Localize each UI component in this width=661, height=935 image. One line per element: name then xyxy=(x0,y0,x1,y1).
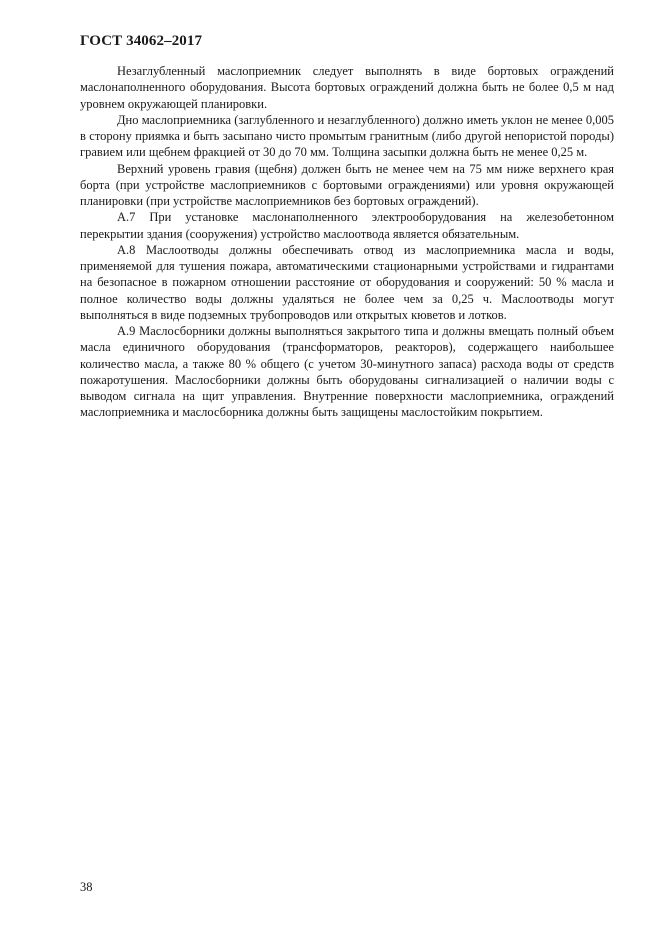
paragraph: Незаглубленный маслоприемник следует выполнять в виде бортовых ограждений маслонаполненного оборудования. Высота бортовых ограждений должна быть не более 0,5 м над уровнем окружающей планировки. xyxy=(80,64,614,111)
paragraph: А.7 При установке маслонаполненного электрооборудования на железобетонном перекрытии здания (сооружения) устройство маслоотвода является обязательным. xyxy=(80,210,614,241)
document-body xyxy=(80,63,614,421)
paragraph: А.8 Маслоотводы должны обеспечивать отвод из маслоприемника масла и воды, применяемой для тушения пожара, автоматическими стационарными устройствами и гидрантами на безопасное в пожарном отношении расстояние от оборудования и сооружений: 50 % масла и полное количество воды должны удаляться не более чем за 0,25 ч. Маслоотводы могут выполняться в виде подземных трубопроводов или открытых кюветов и лотков. xyxy=(80,242,614,322)
paragraph: А.9 Маслосборники должны выполняться закрытого типа и должны вмещать полный объем масла единичного оборудования (трансформаторов, реакторов), содержащего наибольшее количество масла, а также 80 % общего (с учетом 30-минутного запаса) расхода воды от средств пожаротушения. Маслосборники должны быть оборудованы сигнализацией о наличии воды с выводом сигнала на щит управления. Внутренние поверхности маслоприемника, ограждений маслоприемника и маслосборника должны быть защищены маслостойким покрытием. xyxy=(80,324,614,420)
document-header: ГОСТ 34062–2017 xyxy=(80,33,203,49)
paragraph: Дно маслоприемника (заглубленного и незаглубленного) должно иметь уклон не менее 0,005 в сторону приямка и быть засыпано чисто промытым гранитным (либо другой непористой породы) гравием или щебнем фракцией от 30 до 70 мм. Толщина засыпки должна быть не менее 0,25 м. xyxy=(80,112,614,160)
page-number: 38 xyxy=(80,880,93,894)
paragraph: Верхний уровень гравия (щебня) должен быть не менее чем на 75 мм ниже верхнего края борта (при устройстве маслоприемников с бортовыми ограждениями) или уровня окружающей планировки (при устройстве маслоприемников без бортовых ограждений). xyxy=(80,161,614,208)
